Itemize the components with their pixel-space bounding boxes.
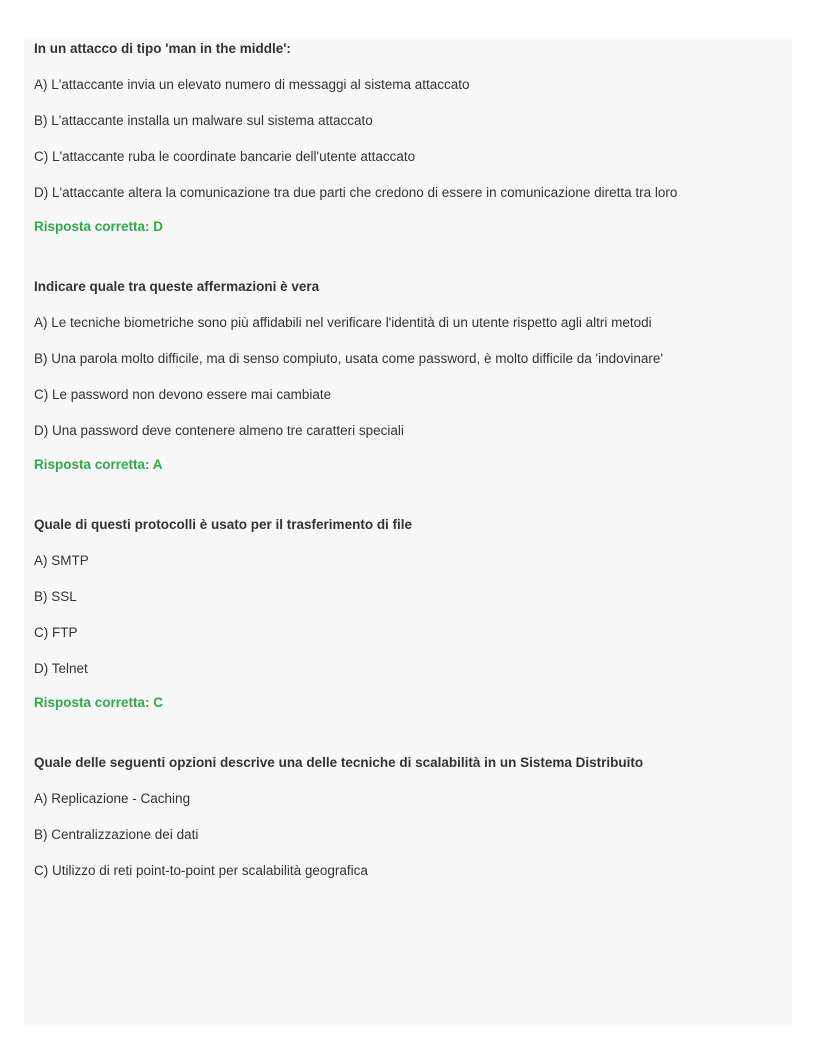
- answer-option: A) L'attaccante invia un elevato numero di messaggi al sistema attaccato: [34, 77, 470, 92]
- answer-option: D) L'attaccante altera la comunicazione tra due parti che credono di essere in comunicazione diretta tra loro: [34, 185, 678, 200]
- answer-option: D) Una password deve contenere almeno tre caratteri speciali: [34, 423, 404, 438]
- answer-option: D) Telnet: [34, 661, 88, 676]
- question-title: Quale delle seguenti opzioni descrive una delle tecniche di scalabilità in un Sistema Distribuito: [34, 755, 644, 770]
- answer-option: B) Centralizzazione dei dati: [34, 827, 199, 842]
- question-title: In un attacco di tipo 'man in the middle':: [34, 41, 291, 56]
- answer-option: C) L'attaccante ruba le coordinate bancarie dell'utente attaccato: [34, 149, 416, 164]
- question-block: [34, 751, 782, 881]
- correct-answer: Risposta corretta: C: [34, 695, 164, 710]
- answer-option: C) Utilizzo di reti point-to-point per scalabilità geografica: [34, 863, 368, 878]
- answer-option: C) Le password non devono essere mai cambiate: [34, 387, 332, 402]
- quiz-panel: [24, 37, 792, 1027]
- correct-answer: Risposta corretta: D: [34, 219, 164, 234]
- question-block: [34, 275, 782, 475]
- question-block: [34, 37, 782, 237]
- answer-option: C) FTP: [34, 625, 78, 640]
- question-title: Quale di questi protocolli è usato per il trasferimento di file: [34, 517, 413, 532]
- correct-answer: Risposta corretta: A: [34, 457, 163, 472]
- answer-option: A) SMTP: [34, 553, 89, 568]
- answer-option: B) SSL: [34, 589, 77, 604]
- answer-option: B) Una parola molto difficile, ma di senso compiuto, usata come password, è molto difficile da 'indovinare': [34, 351, 663, 366]
- answer-option: A) Replicazione - Caching: [34, 791, 191, 806]
- answer-option: B) L'attaccante installa un malware sul sistema attaccato: [34, 113, 373, 128]
- question-block: [34, 513, 782, 713]
- question-title: Indicare quale tra queste affermazioni è vera: [34, 279, 320, 294]
- answer-option: A) Le tecniche biometriche sono più affidabili nel verificare l'identità di un utente rispetto agli altri metodi: [34, 315, 652, 330]
